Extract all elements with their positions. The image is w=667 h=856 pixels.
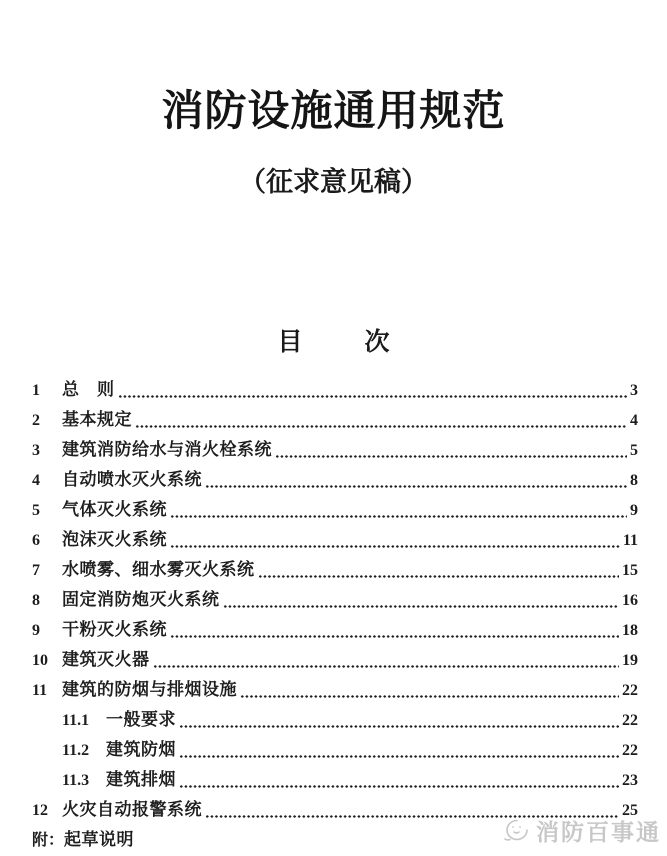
toc-entry-page: 4: [630, 412, 638, 429]
toc-entry: [32, 706, 638, 736]
toc-dot-leader: [179, 784, 619, 789]
toc-entry-page: 22: [622, 682, 638, 699]
toc-dot-leader: [170, 544, 620, 549]
toc-entry-label: 泡沫灭火系统: [62, 530, 167, 549]
toc-dot-leader: [205, 484, 627, 489]
toc-entry: [32, 556, 638, 586]
toc-entry-number: 附：: [32, 832, 65, 849]
toc-entry-page: 18: [622, 622, 638, 639]
toc-entry-number: 7: [32, 562, 40, 579]
toc-entry-number: 8: [32, 592, 40, 609]
toc-entry: [32, 526, 638, 556]
toc-list: [32, 376, 638, 856]
toc-heading: [0, 322, 667, 358]
toc-entry-label: 起草说明: [64, 830, 135, 849]
toc-entry: [32, 436, 638, 466]
toc-entry: [32, 406, 638, 436]
watermark: [501, 814, 661, 847]
toc-entry: [32, 496, 638, 526]
toc-entry-page: 8: [630, 472, 638, 489]
toc-entry-label: 自动喷水灭火系统: [62, 470, 202, 489]
toc-entry-page: 25: [622, 802, 638, 819]
toc-entry-label: 建筑灭火器: [62, 650, 150, 669]
watermark-text: 消防百事通: [536, 820, 661, 845]
toc-entry-number: 10: [32, 652, 48, 669]
toc-entry-label: 火灾自动报警系统: [62, 800, 202, 819]
toc-entry-label: 干粉灭火系统: [62, 620, 167, 639]
toc-entry-number: 11.1: [62, 712, 90, 729]
toc-entry-number: 9: [32, 622, 40, 639]
toc-entry-page: 19: [622, 652, 638, 669]
toc-dot-leader: [135, 424, 627, 429]
toc-entry-label: 固定消防炮灭火系统: [62, 590, 220, 609]
toc-entry-number: 11.2: [62, 742, 90, 759]
toc-entry-label: 基本规定: [62, 410, 132, 429]
document-subtitle: （征求意见稿）: [239, 167, 428, 197]
toc-entry-page: 22: [622, 742, 638, 759]
toc-dot-leader: [170, 634, 619, 639]
toc-dot-leader: [153, 664, 620, 669]
toc-entry-page: 16: [622, 592, 638, 609]
toc-entry-number: 11.3: [62, 772, 90, 789]
toc-dot-leader: [170, 514, 627, 519]
toc-dot-leader: [223, 604, 620, 609]
toc-heading-char-left: 目: [277, 329, 303, 356]
toc-entry: [32, 646, 638, 676]
toc-entry: [32, 466, 638, 496]
toc-entry-number: 2: [32, 412, 40, 429]
toc-dot-leader: [179, 724, 619, 729]
toc-entry: [32, 586, 638, 616]
toc-entry-page: 23: [622, 772, 638, 789]
toc-entry-number: 5: [32, 502, 40, 519]
toc-entry-number: 4: [32, 472, 40, 489]
toc-entry: [32, 736, 638, 766]
toc-entry: [32, 766, 638, 796]
toc-entry-page: 5: [630, 442, 638, 459]
toc-entry-number: 3: [32, 442, 40, 459]
toc-entry-label: 水喷雾、细水雾灭火系统: [62, 560, 255, 579]
toc-entry-page: 3: [630, 382, 638, 399]
toc-entry-page: 15: [622, 562, 638, 579]
toc-entry: [32, 376, 638, 406]
toc-entry-label: 气体灭火系统: [62, 500, 167, 519]
toc-dot-leader: [240, 694, 619, 699]
document-title: 消防设施通用规范: [161, 89, 506, 135]
toc-entry-page: 11: [622, 532, 638, 549]
toc-entry-number: 1: [32, 382, 40, 399]
toc-dot-leader: [118, 394, 628, 399]
toc-entry-number: 6: [32, 532, 40, 549]
toc-entry: [32, 676, 638, 706]
toc-entry-page: 22: [622, 712, 638, 729]
chat-bubble-icon: [501, 818, 531, 844]
toc-entry: [32, 616, 638, 646]
toc-dot-leader: [275, 454, 627, 459]
toc-entry-label: 建筑消防给水与消火栓系统: [62, 440, 272, 459]
toc-entry-number: 11: [32, 682, 48, 699]
toc-entry-page: 9: [630, 502, 638, 519]
toc-entry-label: 建筑排烟: [106, 770, 176, 789]
toc-entry-number: 12: [32, 802, 48, 819]
toc-entry-label: 总 则: [62, 380, 115, 399]
toc-entry-label: 建筑的防烟与排烟设施: [62, 680, 237, 699]
toc-dot-leader: [179, 754, 619, 759]
toc-entry-label: 一般要求: [106, 710, 176, 729]
toc-heading-char-right: 次: [364, 329, 390, 356]
toc-dot-leader: [258, 574, 620, 579]
toc-entry-label: 建筑防烟: [106, 740, 176, 759]
